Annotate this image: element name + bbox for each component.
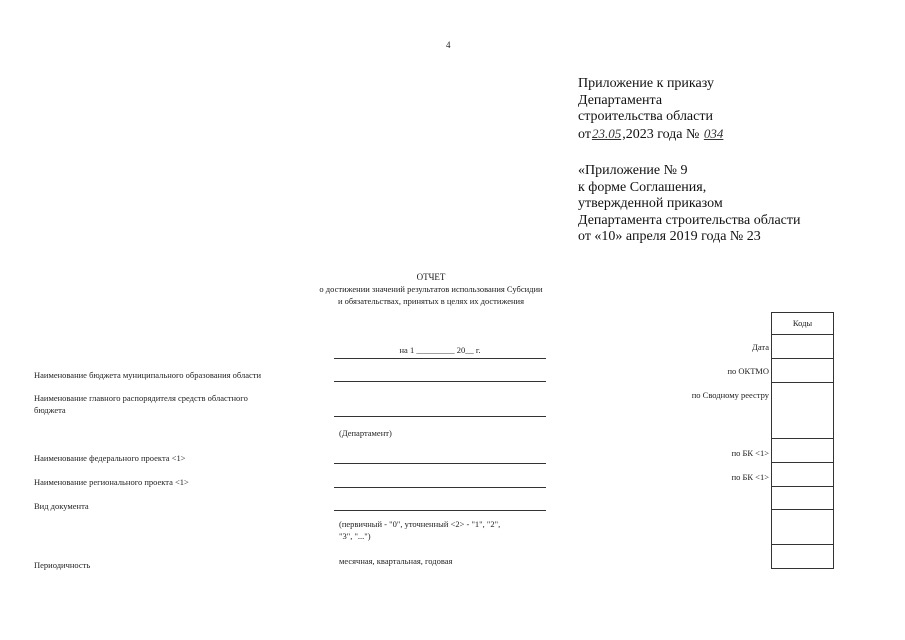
date-code-label: Дата [752, 342, 769, 352]
doc-type-note-cont: "3", "...") [339, 531, 371, 541]
appendix-order-date-line [578, 126, 724, 144]
page-number: 4 [446, 40, 451, 50]
appendix-order-line: строительства области [578, 109, 713, 124]
codes-table [771, 312, 834, 569]
appendix-order-line: Приложение к приказу [578, 76, 714, 91]
appendix-form-line: к форме Соглашения, [578, 179, 707, 195]
periodicity-label: Периодичность [34, 560, 91, 570]
code-cell-registry[interactable] [772, 383, 833, 439]
report-subtitle: о достижении значений результатов использования Субсидии [319, 284, 543, 294]
manager-label: Наименование главного распорядителя средств областного [34, 393, 248, 403]
regional-project-label: Наименование регионального проекта <1> [34, 477, 189, 487]
code-cell-bk[interactable] [772, 439, 833, 463]
department-note: (Департамент) [339, 428, 392, 438]
budget-field-line[interactable] [334, 381, 546, 382]
code-cell-doc-type-note[interactable] [772, 510, 833, 545]
oktmo-code-label: по ОКТМО [727, 366, 769, 376]
doc-type-field-line[interactable] [334, 510, 546, 511]
handwritten-date: 23.05 [591, 125, 622, 141]
appendix-form-block [578, 163, 801, 246]
appendix-order-line: Департамента [578, 92, 663, 108]
appendix-order-block [578, 76, 724, 143]
registry-code-label: по Сводному реестру [691, 390, 769, 400]
code-cell-bk[interactable] [772, 463, 833, 487]
code-cell-oktmo[interactable] [772, 359, 833, 383]
regional-project-field-line[interactable] [334, 487, 546, 488]
codes-header: Коды [772, 313, 833, 335]
code-cell-periodicity[interactable] [772, 545, 833, 569]
manager-field-line[interactable] [334, 416, 546, 417]
date-suffix: ,2023 года № [622, 126, 700, 142]
appendix-form-line: Департамента строительства области [578, 212, 801, 228]
doc-type-note: (первичный - "0", уточненный <2> - "1", "2", [339, 519, 501, 529]
appendix-form-line: утвержденной приказом [578, 196, 723, 211]
federal-project-label: Наименование федерального проекта <1> [34, 453, 186, 463]
federal-project-field-line[interactable] [334, 463, 546, 464]
report-date-line: на 1 _________ 20__ г. [399, 345, 481, 355]
appendix-form-line: «Приложение № 9 [578, 163, 688, 178]
code-cell-date[interactable] [772, 335, 833, 359]
doc-type-label: Вид документа [34, 501, 89, 511]
report-subtitle: и обязательствах, принятых в целях их достижения [337, 296, 524, 306]
code-cell-doc-type[interactable] [772, 487, 833, 510]
appendix-form-line: от «10» апреля 2019 года № 23 [578, 229, 761, 244]
bk-code-label: по БК <1> [731, 448, 769, 458]
report-title: ОТЧЕТ [416, 272, 446, 282]
date-prefix: от [578, 126, 591, 142]
budget-label: Наименование бюджета муниципального образования области [34, 370, 262, 380]
date-underline [334, 358, 546, 359]
handwritten-order-number: 034 [703, 125, 724, 141]
bk-code-label: по БК <1> [731, 472, 769, 482]
manager-label-cont: бюджета [34, 405, 66, 415]
periodicity-value: месячная, квартальная, годовая [339, 556, 453, 566]
